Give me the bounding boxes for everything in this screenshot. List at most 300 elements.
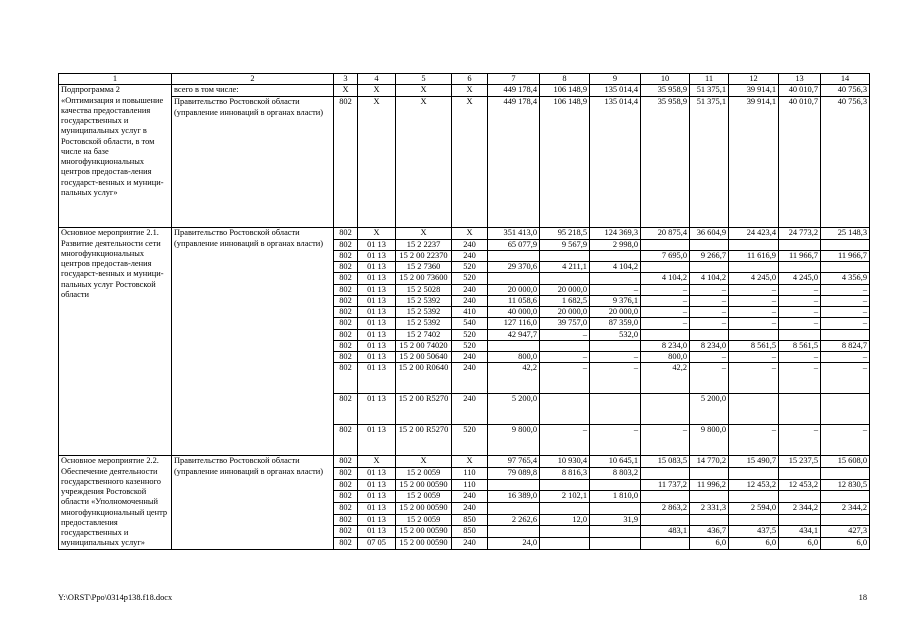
table-cell: 1 810,0 [590, 491, 641, 503]
table-cell: 11 966,7 [779, 250, 821, 261]
table-cell: 15 2 00 00590 [396, 537, 452, 549]
table-cell: – [690, 284, 729, 295]
table-cell: – [779, 295, 821, 306]
table-cell [540, 502, 590, 514]
table-cell: – [821, 425, 870, 456]
table-cell: Х [452, 97, 488, 228]
table-cell: Х [358, 97, 396, 228]
table-cell: 124 369,3 [590, 228, 641, 239]
table-cell [729, 491, 779, 503]
table-cell: 802 [334, 502, 358, 514]
table-cell: 240 [452, 537, 488, 549]
table-cell: – [729, 318, 779, 329]
table-cell: 802 [334, 239, 358, 250]
table-cell: 8 803,2 [590, 467, 641, 479]
table-cell: 20 000,0 [590, 307, 641, 318]
table-cell: 01 13 [358, 295, 396, 306]
table-cell: 15 2 2237 [396, 239, 452, 250]
table-cell: 8 816,3 [540, 467, 590, 479]
table-cell [729, 239, 779, 250]
table-cell [729, 514, 779, 526]
table-cell: 110 [452, 479, 488, 491]
table-cell [690, 239, 729, 250]
table-cell: 135 014,4 [590, 97, 641, 228]
table-cell: – [779, 425, 821, 456]
table-cell: – [641, 307, 690, 318]
table-cell: 15 2 7402 [396, 329, 452, 340]
table-cell [641, 394, 690, 425]
table-cell [779, 262, 821, 273]
table-cell [690, 514, 729, 526]
table-cell: 15 2 00 74020 [396, 340, 452, 351]
table-cell: 110 [452, 467, 488, 479]
table-cell: 520 [452, 425, 488, 456]
table-cell [729, 467, 779, 479]
table-cell [779, 467, 821, 479]
table-cell [779, 491, 821, 503]
table-cell [690, 467, 729, 479]
table-cell [540, 340, 590, 351]
table-cell: Х [358, 85, 396, 97]
table-cell: 15 2 5392 [396, 307, 452, 318]
table-cell: – [540, 363, 590, 394]
table-cell: 106 148,9 [540, 97, 590, 228]
table-cell: 01 13 [358, 394, 396, 425]
table-cell: 800,0 [488, 352, 540, 363]
table-cell: 4 104,2 [641, 273, 690, 284]
table-cell: 520 [452, 340, 488, 351]
header-row [59, 74, 870, 85]
table-cell: 4 245,0 [729, 273, 779, 284]
table-cell: 9 376,1 [590, 295, 641, 306]
table-cell: 4 211,1 [540, 262, 590, 273]
table-cell: 01 13 [358, 250, 396, 261]
table-cell: 802 [334, 340, 358, 351]
column-header: 13 [779, 74, 821, 85]
table-cell: 802 [334, 329, 358, 340]
column-header: 1 [59, 74, 172, 85]
table-cell: 12,0 [540, 514, 590, 526]
table-cell: 40 756,3 [821, 85, 870, 97]
file-path: Y:\ORST\Ppo\0314p138.f18.docx [58, 593, 173, 602]
table-cell: – [729, 425, 779, 456]
table-cell: 802 [334, 363, 358, 394]
table-cell: Х [358, 456, 396, 468]
table-cell [821, 239, 870, 250]
table-cell: – [690, 363, 729, 394]
table-row [59, 456, 870, 468]
table-cell: 20 875,4 [641, 228, 690, 239]
table-cell: 520 [452, 329, 488, 340]
table-cell: 39 914,1 [729, 85, 779, 97]
table-cell: 79 089,8 [488, 467, 540, 479]
table-cell: 802 [334, 537, 358, 549]
table-cell: 2 344,2 [779, 502, 821, 514]
table-cell: 95 218,5 [540, 228, 590, 239]
table-cell: – [540, 329, 590, 340]
table-cell: Х [452, 228, 488, 239]
table-cell: 802 [334, 284, 358, 295]
table-cell [821, 514, 870, 526]
column-header: 2 [172, 74, 334, 85]
table-cell: 802 [334, 273, 358, 284]
table-cell: 240 [452, 250, 488, 261]
table-cell: 850 [452, 526, 488, 538]
table-cell: – [590, 425, 641, 456]
table-cell: 51 375,1 [690, 97, 729, 228]
table-cell: 36 604,9 [690, 228, 729, 239]
table-cell [821, 329, 870, 340]
activity-title: Основное мероприятие 2.2. Обеспечение деятельности государственного казенного учреждения Ростовской области «Уполномоченный многофункциональный центр предоставления государственных и муниципальных услуг» [59, 456, 172, 549]
table-cell: Правительство Ростовской области (управление инноваций в органах власти) [172, 97, 334, 228]
table-cell: 850 [452, 514, 488, 526]
table-cell: 20 000,0 [540, 284, 590, 295]
table-cell [821, 394, 870, 425]
table-cell: 802 [334, 250, 358, 261]
table-cell: – [729, 284, 779, 295]
column-header: 8 [540, 74, 590, 85]
table-cell: – [779, 284, 821, 295]
table-cell: 24 423,4 [729, 228, 779, 239]
table-cell: 2 998,0 [590, 239, 641, 250]
table-cell: 11 616,9 [729, 250, 779, 261]
table-cell: 4 104,2 [590, 262, 641, 273]
table-cell [641, 239, 690, 250]
column-header: 11 [690, 74, 729, 85]
table-row [59, 85, 870, 97]
table-cell: – [590, 352, 641, 363]
table-cell: 240 [452, 491, 488, 503]
table-cell: 39 757,0 [540, 318, 590, 329]
table-cell: 240 [452, 502, 488, 514]
table-cell: 01 13 [358, 526, 396, 538]
table-cell: 10 645,1 [590, 456, 641, 468]
table-row [59, 97, 870, 228]
table-cell: 9 266,7 [690, 250, 729, 261]
table-cell: 20 000,0 [540, 307, 590, 318]
table-cell: 16 389,0 [488, 491, 540, 503]
table-cell: 240 [452, 295, 488, 306]
table-cell: 11 996,2 [690, 479, 729, 491]
table-cell: 01 13 [358, 514, 396, 526]
table-cell: 8 561,5 [729, 340, 779, 351]
table-cell: 01 13 [358, 363, 396, 394]
column-header: 6 [452, 74, 488, 85]
table-cell: 15 2 0059 [396, 514, 452, 526]
table-cell: 410 [452, 307, 488, 318]
table-cell [641, 537, 690, 549]
table-cell: 2 863,2 [641, 502, 690, 514]
table-cell: 240 [452, 394, 488, 425]
table-cell [779, 329, 821, 340]
table-cell: 15 2 00 22370 [396, 250, 452, 261]
column-header: 7 [488, 74, 540, 85]
table-cell: 240 [452, 352, 488, 363]
table-cell: 540 [452, 318, 488, 329]
table-cell [590, 340, 641, 351]
table-cell: 9 567,9 [540, 239, 590, 250]
table-cell: 2 331,3 [690, 502, 729, 514]
table-cell: 15 2 00 50640 [396, 352, 452, 363]
table-cell: – [729, 295, 779, 306]
table-cell: – [821, 363, 870, 394]
table-cell: 9 800,0 [488, 425, 540, 456]
table-cell: 15 608,0 [821, 456, 870, 468]
table-cell: 01 13 [358, 239, 396, 250]
table-cell: 35 958,9 [641, 97, 690, 228]
table-cell: – [821, 318, 870, 329]
table-cell: 42,2 [641, 363, 690, 394]
table-cell: – [821, 284, 870, 295]
table-cell: – [641, 425, 690, 456]
table-cell: 15 083,5 [641, 456, 690, 468]
table-cell: 15 2 00 00590 [396, 502, 452, 514]
table-cell: 802 [334, 352, 358, 363]
budget-table [58, 73, 870, 550]
table-cell: 4 104,2 [690, 273, 729, 284]
table-cell [590, 479, 641, 491]
table-cell: 2 102,1 [540, 491, 590, 503]
table-cell: 15 2 5028 [396, 284, 452, 295]
program-title: Подпрограмма 2 «Оптимизация и повышение качества предоставления государственных и муниципальных услуг в Ростовской области, в том числе на базе многофункциональных центров предостав-ления государст-венных и муници-пальных услуг» [59, 85, 172, 228]
column-header: 5 [396, 74, 452, 85]
table-cell: 802 [334, 526, 358, 538]
table-cell: 434,1 [779, 526, 821, 538]
table-cell: – [779, 307, 821, 318]
column-header: 10 [641, 74, 690, 85]
table-cell: 15 2 00 R5270 [396, 425, 452, 456]
table-cell: 15 2 00 00590 [396, 479, 452, 491]
table-cell [540, 273, 590, 284]
table-cell: 15 490,7 [729, 456, 779, 468]
table-cell [540, 250, 590, 261]
table-cell: 01 13 [358, 262, 396, 273]
table-cell: Х [396, 228, 452, 239]
table-cell: 802 [334, 307, 358, 318]
table-cell: 15 2 5392 [396, 295, 452, 306]
table-cell: 24,0 [488, 537, 540, 549]
table-cell [779, 239, 821, 250]
table-cell: – [729, 363, 779, 394]
table-cell: 01 13 [358, 479, 396, 491]
table-cell [641, 262, 690, 273]
table-cell: – [779, 363, 821, 394]
table-cell: 802 [334, 467, 358, 479]
column-header: 14 [821, 74, 870, 85]
table-cell: Х [396, 85, 452, 97]
table-cell: 15 2 00 73600 [396, 273, 452, 284]
table-cell: 802 [334, 228, 358, 239]
table-cell: 6,0 [690, 537, 729, 549]
table-cell: 4 356,9 [821, 273, 870, 284]
table-cell: 40 756,3 [821, 97, 870, 228]
executor-cell: Правительство Ростовской области (управление инноваций в органах власти) [172, 456, 334, 549]
table-cell: 31,9 [590, 514, 641, 526]
table-cell: Х [452, 85, 488, 97]
table-cell: 6,0 [821, 537, 870, 549]
table-cell: 520 [452, 273, 488, 284]
table-cell [488, 526, 540, 538]
executor-cell: Правительство Ростовской области (управление инноваций в органах власти) [172, 228, 334, 456]
table-cell [729, 329, 779, 340]
table-cell: 15 2 0059 [396, 467, 452, 479]
table-cell: 437,5 [729, 526, 779, 538]
table-cell: 351 413,0 [488, 228, 540, 239]
table-cell: – [821, 352, 870, 363]
table-cell: 01 13 [358, 340, 396, 351]
table-cell: 802 [334, 425, 358, 456]
table-cell: 01 13 [358, 491, 396, 503]
table-cell [540, 394, 590, 425]
table-cell [641, 329, 690, 340]
table-cell [690, 491, 729, 503]
table-cell [690, 329, 729, 340]
table-cell: 15 2 00 R5270 [396, 394, 452, 425]
table-cell: 135 014,4 [590, 85, 641, 97]
table-cell: Х [396, 97, 452, 228]
table-cell: 11 966,7 [821, 250, 870, 261]
table-cell: 15 237,5 [779, 456, 821, 468]
table-cell [729, 262, 779, 273]
table-cell: 449 178,4 [488, 97, 540, 228]
table-cell: 10 930,4 [540, 456, 590, 468]
table-cell [590, 273, 641, 284]
table-cell [729, 394, 779, 425]
table-cell [540, 537, 590, 549]
table-cell: 802 [334, 456, 358, 468]
table-cell: 2 262,6 [488, 514, 540, 526]
table-cell: 20 000,0 [488, 284, 540, 295]
table-cell: 15 2 00 R0640 [396, 363, 452, 394]
table-cell: 240 [452, 239, 488, 250]
table-cell: 240 [452, 284, 488, 295]
table-cell: 51 375,1 [690, 85, 729, 97]
table-cell: 01 13 [358, 467, 396, 479]
table-cell: – [690, 295, 729, 306]
table-cell [540, 479, 590, 491]
table-cell: 01 13 [358, 329, 396, 340]
table-cell: – [729, 307, 779, 318]
table-cell: 42,2 [488, 363, 540, 394]
table-cell [488, 502, 540, 514]
table-cell: 35 958,9 [641, 85, 690, 97]
table-cell: 15 2 0059 [396, 491, 452, 503]
table-cell: 01 13 [358, 318, 396, 329]
table-cell: 39 914,1 [729, 97, 779, 228]
table-cell: 87 359,0 [590, 318, 641, 329]
table-cell [641, 514, 690, 526]
table-cell: 802 [334, 491, 358, 503]
table-cell: 40 010,7 [779, 97, 821, 228]
table-cell [821, 262, 870, 273]
table-cell: 802 [334, 394, 358, 425]
table-cell: – [641, 284, 690, 295]
table-cell: – [690, 318, 729, 329]
table-cell: 5 200,0 [690, 394, 729, 425]
table-cell: Х [334, 85, 358, 97]
table-cell [590, 250, 641, 261]
table-cell: 01 13 [358, 352, 396, 363]
table-cell: – [821, 307, 870, 318]
table-cell: 97 765,4 [488, 456, 540, 468]
table-cell: 8 234,0 [690, 340, 729, 351]
table-cell: всего в том числе: [172, 85, 334, 97]
column-header: 3 [334, 74, 358, 85]
table-cell: 14 770,2 [690, 456, 729, 468]
table-cell [779, 514, 821, 526]
table-cell: 2 594,0 [729, 502, 779, 514]
table-cell: – [779, 352, 821, 363]
table-cell [488, 273, 540, 284]
table-cell [641, 467, 690, 479]
column-header: 12 [729, 74, 779, 85]
table-cell: – [641, 318, 690, 329]
table-cell: 802 [334, 479, 358, 491]
table-cell: 24 773,2 [779, 228, 821, 239]
table-cell: – [540, 425, 590, 456]
table-cell: 802 [334, 262, 358, 273]
table-cell [779, 394, 821, 425]
table-cell: – [821, 295, 870, 306]
table-row [59, 228, 870, 239]
table-cell: 6,0 [779, 537, 821, 549]
table-cell: 436,7 [690, 526, 729, 538]
table-cell: 802 [334, 295, 358, 306]
table-cell: 65 077,9 [488, 239, 540, 250]
table-cell: 40 010,7 [779, 85, 821, 97]
table-cell: 12 830,5 [821, 479, 870, 491]
table-cell [540, 526, 590, 538]
table-cell: – [779, 318, 821, 329]
table-cell: – [690, 307, 729, 318]
table-cell: 800,0 [641, 352, 690, 363]
table-cell: 427,3 [821, 526, 870, 538]
table-cell: 520 [452, 262, 488, 273]
table-cell: 01 13 [358, 284, 396, 295]
table-cell: 6,0 [729, 537, 779, 549]
table-cell: 5 200,0 [488, 394, 540, 425]
table-cell: – [641, 295, 690, 306]
table-cell [821, 467, 870, 479]
table-cell: 802 [334, 318, 358, 329]
table-cell: – [729, 352, 779, 363]
table-cell: 8 824,7 [821, 340, 870, 351]
table-cell: 25 148,3 [821, 228, 870, 239]
table-cell: 127 116,0 [488, 318, 540, 329]
table-cell [488, 250, 540, 261]
table-cell [590, 537, 641, 549]
table-cell: 449 178,4 [488, 85, 540, 97]
table-cell: – [590, 363, 641, 394]
table-cell: 12 453,2 [779, 479, 821, 491]
table-cell: 532,0 [590, 329, 641, 340]
table-cell: 1 682,5 [540, 295, 590, 306]
table-cell: 7 695,0 [641, 250, 690, 261]
table-cell [590, 526, 641, 538]
table-cell: 8 234,0 [641, 340, 690, 351]
table-cell: 4 245,0 [779, 273, 821, 284]
column-header: 4 [358, 74, 396, 85]
table-cell: 240 [452, 363, 488, 394]
table-cell [488, 340, 540, 351]
table-cell: 15 2 7360 [396, 262, 452, 273]
table-cell: 11 058,6 [488, 295, 540, 306]
table-cell [690, 262, 729, 273]
table-cell: 483,1 [641, 526, 690, 538]
table-cell: 11 737,2 [641, 479, 690, 491]
table-cell: 2 344,2 [821, 502, 870, 514]
table-cell: – [590, 284, 641, 295]
